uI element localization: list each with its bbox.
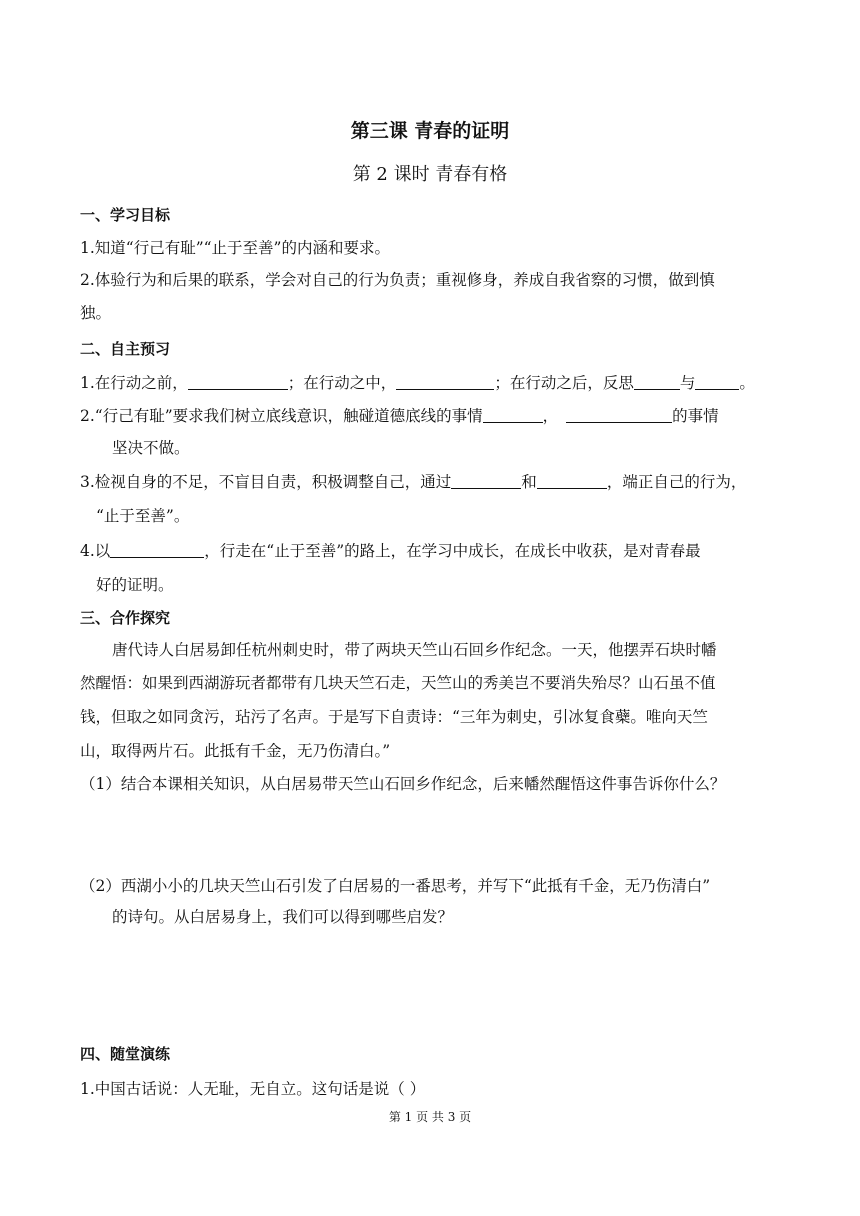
q3-text-b: 和: [521, 473, 537, 491]
page-title: 第三课 青春的证明: [350, 120, 510, 142]
preview-question-2: [80, 404, 719, 426]
preview-question-3: [80, 470, 746, 492]
page-footer: 第 1 页 共 3 页: [388, 1110, 472, 1124]
q3-text-c: ，端正自己的行为，: [606, 473, 747, 491]
preview-question-3-cont: “止于至善”。: [96, 507, 190, 525]
story-paragraph-line-2: 然醒悟：如果到西湖游玩者都带有几块天竺石走，天竺山的秀美岂不要消失殆尽？山石虽不值: [80, 674, 716, 692]
answer-blank[interactable]: [396, 373, 494, 390]
q1-text-c: ；在行动之后，反思: [494, 374, 634, 392]
answer-blank[interactable]: [483, 406, 543, 423]
explore-question-2: （2）西湖小小的几块天竺山石引发了白居易的一番思考，并写下“此抵有千金，无乃伤清白”: [80, 877, 711, 895]
q3-text-a: 3.检视自身的不足，不盲目自责，积极调整自己，通过: [80, 473, 452, 491]
story-paragraph-line-4: 山，取得两片石。此抵有千金，无乃伤清白。”: [80, 742, 391, 760]
section-heading-explore: 三、合作探究: [80, 609, 171, 627]
q4-text-b: ，行走在“止于至善”的路上，在学习中成长，在成长中收获，是对青春最: [204, 542, 701, 560]
explore-question-2-cont: 的诗句。从白居易身上，我们可以得到哪些启发？: [112, 908, 454, 926]
section-heading-goals: 一、学习目标: [80, 206, 171, 224]
practice-question-1: 1.中国古话说：人无耻，无自立。这句话是说（ ）: [80, 1080, 426, 1098]
section-heading-practice: 四、随堂演练: [80, 1045, 171, 1063]
page-subtitle: 第 2 课时 青春有格: [352, 164, 508, 185]
answer-blank[interactable]: [537, 472, 607, 489]
answer-blank[interactable]: [634, 373, 680, 390]
answer-blank[interactable]: [695, 373, 739, 390]
q1-text-e: 。: [739, 374, 755, 392]
section-heading-preview: 二、自主预习: [80, 340, 171, 358]
answer-blank[interactable]: [451, 472, 521, 489]
goal-line-2-cont: 独。: [80, 304, 112, 322]
q1-text-a: 1.在行动之前，: [80, 374, 188, 392]
story-paragraph-line-3: 钱，但取之如同贪污，玷污了名声。于是写下自责诗：“三年为刺史，引冰复食蘗。唯向天竺: [80, 708, 708, 726]
explore-question-1: （1）结合本课相关知识，从白居易带天竺山石回乡作纪念，后来幡然醒悟这件事告诉你什么？: [80, 775, 726, 793]
preview-question-4-cont: 好的证明。: [96, 576, 174, 594]
preview-question-4: [80, 539, 701, 561]
answer-blank[interactable]: [188, 373, 288, 390]
q1-text-b: ；在行动之中，: [287, 374, 397, 392]
goal-line-2: 2.体验行为和后果的联系，学会对自己的行为负责；重视修身，养成自我省察的习惯，做到慎: [80, 271, 715, 289]
answer-blank[interactable]: [566, 406, 672, 423]
q1-text-d: 与: [679, 374, 696, 392]
preview-question-1: [80, 371, 755, 393]
q2-text-a: 2.“行己有耻”要求我们树立底线意识，触碰道德底线的事情: [80, 407, 483, 425]
goal-line-1: 1.知道“行己有耻”“止于至善”的内涵和要求。: [80, 239, 390, 257]
answer-blank[interactable]: [110, 541, 204, 558]
story-paragraph-line-1: 唐代诗人白居易卸任杭州刺史时，带了两块天竺山石回乡作纪念。一天，他摆弄石块时幡: [112, 641, 717, 659]
preview-question-2-cont: 坚决不做。: [112, 439, 190, 457]
q2-text-b: ，: [542, 407, 559, 425]
q4-text-a: 4.以: [80, 542, 111, 560]
q2-text-c: 的事情: [672, 407, 719, 425]
